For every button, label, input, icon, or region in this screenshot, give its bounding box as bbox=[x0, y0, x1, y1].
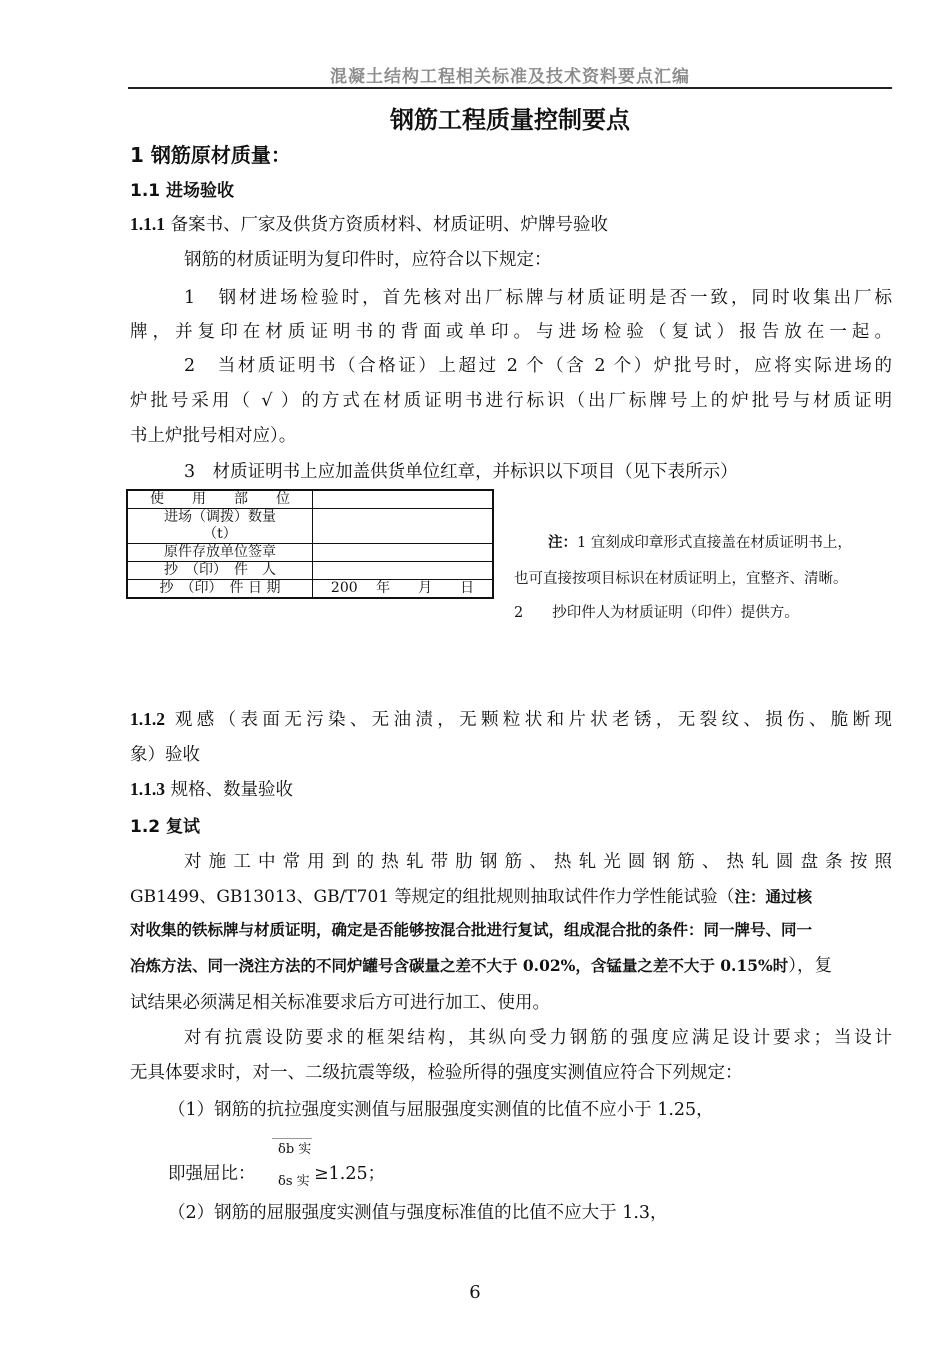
page-title: 钢筋工程质量控制要点 bbox=[390, 106, 630, 134]
rule-2-line-3: 书上炉批号相对应）。 bbox=[130, 426, 297, 446]
ratio-value: ≥1.25； bbox=[314, 1164, 386, 1184]
section-1-1-2-number: 1.1.2 bbox=[130, 709, 165, 729]
table-row bbox=[127, 580, 493, 599]
retest-note-start: 注：通过核 bbox=[734, 887, 812, 906]
table-value-cell bbox=[313, 509, 494, 544]
table-note-line-3: 2 抄印件人为材质证明（印件）提供方。 bbox=[514, 605, 799, 621]
table-label-copy-date: 抄 （印） 件 日 期 bbox=[127, 580, 313, 599]
running-header: 混凝土结构工程相关标准及技术资料要点汇编 bbox=[330, 67, 690, 87]
table-value-cell bbox=[313, 544, 494, 562]
table-row bbox=[127, 509, 493, 544]
requirement-2: （2）钢筋的屈服强度实测值与强度标准值的比值不应大于 1.3， bbox=[168, 1203, 668, 1223]
retest-line-2-text: GB1499、GB13013、GB/T701 等规定的组批规则抽取试件作力学性能试验（ bbox=[130, 887, 735, 907]
section-1-1-heading: 1.1 进场验收 bbox=[130, 181, 235, 201]
section-1-1-2-line-2: 象）验收 bbox=[130, 745, 200, 765]
rule-2-line-2: 炉批号采用（ √ ）的方式在材质证明书进行标识（出厂标牌号上的炉批号与材质证明 bbox=[130, 391, 892, 411]
table-label-quantity-main: 进场（调拨）数量 bbox=[164, 509, 276, 525]
section-1-1-3-number: 1.1.3 bbox=[130, 779, 165, 799]
requirement-1: （1）钢筋的抗拉强度实测值与屈服强度实测值的比值不应小于 1.25， bbox=[168, 1100, 714, 1120]
section-1-1-1-number: 1.1.1 bbox=[130, 214, 165, 234]
retest-line-1: 对施工中常用到的热轧带肋钢筋、热轧光圆钢筋、热轧圆盘条按照 bbox=[184, 852, 892, 872]
table-label-location: 使 用 部 位 bbox=[127, 490, 313, 509]
table-label-quantity-unit: （t） bbox=[203, 526, 237, 542]
rule-1-line-1: 1 钢材进场检验时，首先核对出厂标牌与材质证明是否一致，同时收集出厂标 bbox=[184, 288, 892, 308]
fraction-numerator: δb 实 bbox=[278, 1142, 312, 1157]
section-1-1-3 bbox=[130, 776, 892, 801]
retest-line-4-text: ），复 bbox=[788, 956, 833, 976]
certificate-marking-table bbox=[126, 489, 494, 599]
section-1-1-2-text: 观感（表面无污染、无油渍，无颗粒状和片状老锈，无裂纹、损伤、脆断现 bbox=[165, 710, 892, 730]
fraction-denominator: δs 实 bbox=[278, 1174, 310, 1189]
table-row bbox=[127, 490, 493, 509]
rule-1-line-2: 牌，并复印在材质证明书的背面或单印。与进场检验（复试）报告放在一起。 bbox=[130, 322, 892, 342]
retest-line-2 bbox=[130, 882, 892, 907]
section-1-1-2-line-1 bbox=[130, 706, 892, 731]
seismic-line-1: 对有抗震设防要求的框架结构，其纵向受力钢筋的强度应满足设计要求；当设计 bbox=[184, 1028, 892, 1048]
retest-line-5: 试结果必须满足相关标准要求后方可进行加工、使用。 bbox=[130, 993, 550, 1013]
intro-paragraph: 钢筋的材质证明为复印件时，应符合以下规定： bbox=[184, 250, 552, 270]
table-value-cell bbox=[313, 562, 494, 580]
table-label-seal: 原件存放单位签章 bbox=[127, 544, 313, 562]
table-label-copier: 抄 （印） 件 人 bbox=[127, 562, 313, 580]
section-1-2-heading: 1.2 复试 bbox=[130, 817, 201, 837]
retest-note-end: 冶炼方法、同一浇注方法的不同炉罐号含碳量之差不大于 0.02%，含锰量之差不大于 0.15%时 bbox=[130, 956, 789, 975]
header-rule bbox=[128, 87, 892, 89]
table-value-cell bbox=[313, 490, 494, 509]
table-value-date: 200 年 月 日 bbox=[313, 580, 494, 599]
section-1-1-1 bbox=[130, 211, 892, 236]
table-note-text-1: 1 宜刻成印章形式直接盖在材质证明书上， bbox=[577, 535, 852, 551]
retest-line-4 bbox=[130, 952, 892, 977]
table-row bbox=[127, 544, 493, 562]
table-label-quantity bbox=[127, 509, 313, 544]
section-1-1-3-text: 规格、数量验收 bbox=[165, 780, 294, 800]
table-note-line-1 bbox=[548, 531, 852, 552]
rule-2-line-1: 2 当材质证明书（合格证）上超过 2 个（含 2 个）炉批号时，应将实际进场的 bbox=[184, 356, 892, 376]
table-note-line-2: 也可直接按项目标识在材质证明上，宜整齐、清晰。 bbox=[514, 571, 848, 587]
seismic-line-2: 无具体要求时，对一、二级抗震等级，检验所得的强度实测值应符合下列规定： bbox=[130, 1063, 743, 1083]
section-1-1-1-text: 备案书、厂家及供货方资质材料、材质证明、炉牌号验收 bbox=[165, 215, 609, 235]
table-row bbox=[127, 562, 493, 580]
page-number: 6 bbox=[469, 1282, 481, 1303]
section-1-heading: 1 钢筋原材质量： bbox=[130, 143, 291, 167]
table-note-label: 注： bbox=[548, 534, 577, 551]
rule-3: 3 材质证明书上应加盖供货单位红章，并标识以下项目（见下表所示） bbox=[184, 462, 738, 482]
retest-note-line-3: 对收集的铁标牌与材质证明，确定是否能够按混合批进行复试，组成混合批的条件：同一牌号、同一 bbox=[130, 920, 813, 939]
ratio-label: 即强屈比： bbox=[168, 1164, 256, 1184]
